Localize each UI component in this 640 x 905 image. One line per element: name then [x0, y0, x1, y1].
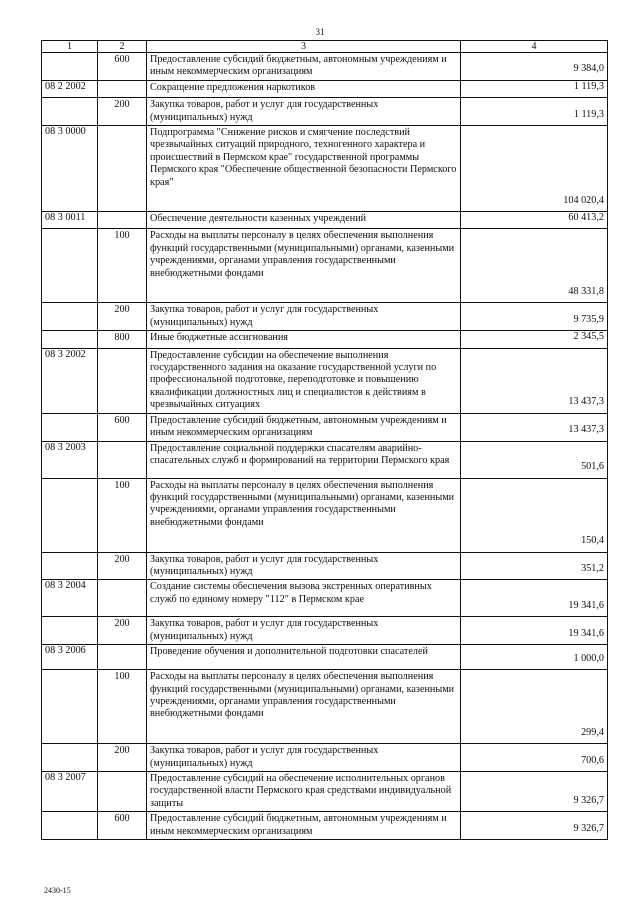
table-row: [42, 413, 608, 441]
table-row: [42, 126, 608, 212]
table-row: [42, 212, 608, 229]
row-code: [42, 552, 98, 580]
row-expense-type: [98, 126, 147, 212]
row-amount: 1 119,3: [461, 98, 608, 126]
row-code: [42, 670, 98, 744]
row-code: [42, 53, 98, 81]
row-name: Подпрограмма "Снижение рисков и смягчение последствий чрезвычайных ситуаций природного, техногенного характера и происшествий в Пермском крае" государственной программы Пермского края "Обеспечение общественной безопасности Пермского края": [147, 126, 461, 212]
row-expense-type: 200: [98, 303, 147, 331]
row-expense-type: [98, 580, 147, 617]
row-code: 08 3 2003: [42, 441, 98, 478]
row-name: Расходы на выплаты персоналу в целях обеспечения выполнения функций государственными (муниципальными) органами, казенными учреждениями, органами управления государственными внебюджетными фондами: [147, 478, 461, 552]
row-name: Закупка товаров, работ и услуг для государственных (муниципальных) нужд: [147, 744, 461, 772]
table-row: [42, 580, 608, 617]
row-name: Предоставление социальной поддержки спасателям аварийно-спасательных служб и формирований на территории Пермского края: [147, 441, 461, 478]
row-expense-type: 200: [98, 552, 147, 580]
header-row: [42, 41, 608, 53]
row-code: [42, 413, 98, 441]
row-name: Обеспечение деятельности казенных учреждений: [147, 212, 461, 229]
document-code: 2430-15: [44, 886, 71, 895]
row-name: Расходы на выплаты персоналу в целях обеспечения выполнения функций государственными (муниципальными) органами, казенными учреждениями, органами управления государственными внебюджетными фондами: [147, 229, 461, 303]
table-row: [42, 552, 608, 580]
row-name: Предоставление субсидий на обеспечение исполнительных органов государственной власти Пермского края средствами индивидуальной защиты: [147, 771, 461, 811]
page-number: 31: [315, 27, 325, 37]
table-row: [42, 771, 608, 811]
row-code: [42, 229, 98, 303]
row-code: [42, 98, 98, 126]
header-col-1: 1: [42, 41, 98, 53]
row-code: [42, 478, 98, 552]
header-col-2: 2: [98, 41, 147, 53]
row-name: Закупка товаров, работ и услуг для государственных (муниципальных) нужд: [147, 303, 461, 331]
row-code: [42, 617, 98, 645]
row-expense-type: [98, 80, 147, 97]
row-expense-type: 200: [98, 617, 147, 645]
table-row: [42, 331, 608, 348]
row-expense-type: 100: [98, 478, 147, 552]
row-amount: 104 020,4: [461, 126, 608, 212]
table-row: [42, 812, 608, 840]
table-row: [42, 670, 608, 744]
row-name: Расходы на выплаты персоналу в целях обеспечения выполнения функций государственными (муниципальными) органами, казенными учреждениями, органами управления государственными внебюджетными фондами: [147, 670, 461, 744]
row-expense-type: 100: [98, 229, 147, 303]
row-name: Предоставление субсидии на обеспечение выполнения государственного задания на оказание государственной услуги по профессиональной подготовке, переподготовке и повышению квалификации должностных лиц и специалистов к действиям в чрезвычайных ситуациях: [147, 348, 461, 413]
row-amount: 19 341,6: [461, 617, 608, 645]
row-expense-type: 100: [98, 670, 147, 744]
row-amount: 501,6: [461, 441, 608, 478]
table-row: [42, 744, 608, 772]
row-expense-type: 200: [98, 744, 147, 772]
table-row: [42, 617, 608, 645]
row-name: Сокращение предложения наркотиков: [147, 80, 461, 97]
row-amount: 150,4: [461, 478, 608, 552]
row-amount: 1 119,3: [461, 80, 608, 97]
row-amount: 19 341,6: [461, 580, 608, 617]
row-expense-type: [98, 348, 147, 413]
row-amount: 1 000,0: [461, 645, 608, 670]
row-name: Закупка товаров, работ и услуг для государственных (муниципальных) нужд: [147, 552, 461, 580]
row-amount: 9 326,7: [461, 812, 608, 840]
row-amount: 60 413,2: [461, 212, 608, 229]
budget-table: [41, 40, 608, 840]
header-col-4: 4: [461, 41, 608, 53]
row-amount: 700,6: [461, 744, 608, 772]
row-amount: 13 437,3: [461, 348, 608, 413]
row-expense-type: 800: [98, 331, 147, 348]
row-amount: 2 345,5: [461, 331, 608, 348]
row-code: 08 3 0011: [42, 212, 98, 229]
row-expense-type: 200: [98, 98, 147, 126]
row-expense-type: 600: [98, 53, 147, 81]
row-amount: 299,4: [461, 670, 608, 744]
table-row: [42, 348, 608, 413]
row-expense-type: 600: [98, 413, 147, 441]
table-row: [42, 303, 608, 331]
row-code: 08 3 0000: [42, 126, 98, 212]
row-name: Иные бюджетные ассигнования: [147, 331, 461, 348]
row-amount: 48 331,8: [461, 229, 608, 303]
row-amount: 13 437,3: [461, 413, 608, 441]
row-name: Проведение обучения и дополнительной подготовки спасателей: [147, 645, 461, 670]
row-code: [42, 331, 98, 348]
table-row: [42, 478, 608, 552]
row-amount: 351,2: [461, 552, 608, 580]
row-expense-type: [98, 212, 147, 229]
row-expense-type: [98, 441, 147, 478]
row-code: 08 2 2002: [42, 80, 98, 97]
row-amount: 9 326,7: [461, 771, 608, 811]
row-expense-type: [98, 645, 147, 670]
row-expense-type: 600: [98, 812, 147, 840]
row-code: 08 3 2004: [42, 580, 98, 617]
table-row: [42, 98, 608, 126]
row-name: Создание системы обеспечения вызова экстренных оперативных служб по единому номеру "112" в Пермском крае: [147, 580, 461, 617]
table-row: [42, 80, 608, 97]
table-row: [42, 645, 608, 670]
row-amount: 9 735,9: [461, 303, 608, 331]
row-name: Закупка товаров, работ и услуг для государственных (муниципальных) нужд: [147, 98, 461, 126]
row-code: 08 3 2006: [42, 645, 98, 670]
budget-table-container: [41, 40, 607, 840]
table-row: [42, 441, 608, 478]
row-name: Предоставление субсидий бюджетным, автономным учреждениям и иным некоммерческим организациям: [147, 413, 461, 441]
row-name: Предоставление субсидий бюджетным, автономным учреждениям и иным некоммерческим организациям: [147, 53, 461, 81]
row-code: [42, 303, 98, 331]
row-code: 08 3 2002: [42, 348, 98, 413]
row-expense-type: [98, 771, 147, 811]
row-name: Закупка товаров, работ и услуг для государственных (муниципальных) нужд: [147, 617, 461, 645]
table-row: [42, 53, 608, 81]
row-name: Предоставление субсидий бюджетным, автономным учреждениям и иным некоммерческим организациям: [147, 812, 461, 840]
row-amount: 9 384,0: [461, 53, 608, 81]
table-row: [42, 229, 608, 303]
row-code: 08 3 2007: [42, 771, 98, 811]
row-code: [42, 812, 98, 840]
header-col-3: 3: [147, 41, 461, 53]
row-code: [42, 744, 98, 772]
